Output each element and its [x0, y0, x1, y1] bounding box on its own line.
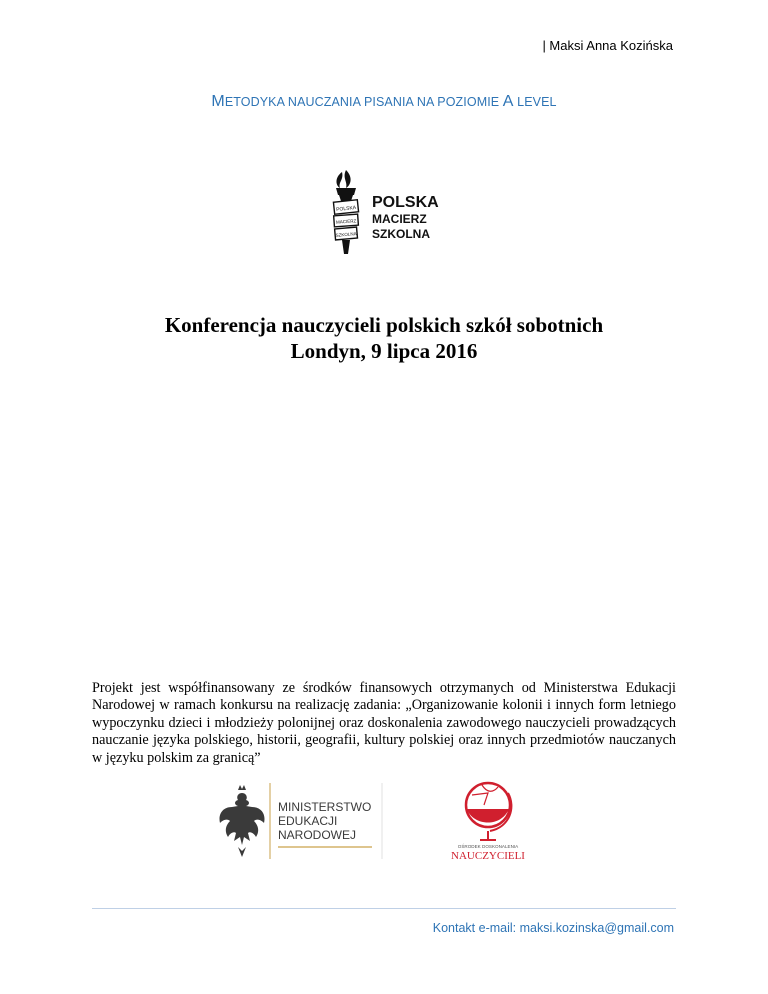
svg-text:SZKOLNA: SZKOLNA	[335, 231, 357, 238]
footer-divider	[92, 908, 676, 909]
men-logo-line-3: NARODOWEJ	[278, 828, 356, 842]
globe-icon	[466, 783, 511, 840]
document-title	[0, 93, 768, 111]
title-initial-a: A	[502, 93, 514, 110]
odn-logo-main-text: NAUCZYCIELI	[451, 850, 525, 862]
svg-text:MACIERZ: MACIERZ	[335, 218, 357, 225]
conference-line-2: Londyn, 9 lipca 2016	[290, 339, 478, 363]
conference-line-1: Konferencja nauczycieli polskich szkół sobotnich	[164, 313, 604, 337]
ministerstwo-edukacji-narodowej-logo	[212, 771, 394, 867]
polska-macierz-szkolna-logo	[320, 168, 450, 258]
polish-eagle-icon	[220, 785, 265, 857]
title-part-1: ETODYKA NAUCZANIA PISANIA NA POZIOMIE	[224, 95, 503, 109]
pms-logo-line-2: MACIERZ	[372, 212, 427, 226]
title-part-2: LEVEL	[513, 95, 557, 109]
torch-icon	[333, 170, 358, 254]
svg-text:POLSKA: POLSKA	[335, 204, 357, 214]
men-logo-line-2: EDUKACJI	[278, 814, 338, 828]
men-logo-line-1: MINISTERSTWO	[278, 800, 372, 814]
odn-logo-top-text: OŚRODEK DOSKONALENIA	[457, 844, 519, 849]
title-initial-m: M	[211, 93, 225, 110]
header-author: | Maksi Anna Kozińska	[542, 38, 673, 53]
project-funding-text: Projekt jest współfinansowany ze środków finansowych otrzymanych od Ministerstwa Edukacji Narodowej w ramach konkursu na realizację zadania: „Organizowanie kolonii i innych form letniego wypoczynku dzieci i młodzieży polonijnej oraz doskonalenia zawodowego nauczycieli prowadzących nauczanie języka polskiego, historii, geografii, kultury polskiej oraz innych przedmiotów nauczanych w języku polskim za granicą”	[92, 680, 676, 766]
pms-logo-line-3: SZKOLNA	[372, 227, 430, 241]
conference-heading	[0, 312, 768, 364]
pms-logo-line-1: POLSKA	[372, 194, 439, 211]
osrodek-doskonalenia-nauczycieli-logo	[440, 771, 536, 867]
footer-contact-email[interactable]: Kontakt e-mail: maksi.kozinska@gmail.com	[432, 921, 674, 935]
